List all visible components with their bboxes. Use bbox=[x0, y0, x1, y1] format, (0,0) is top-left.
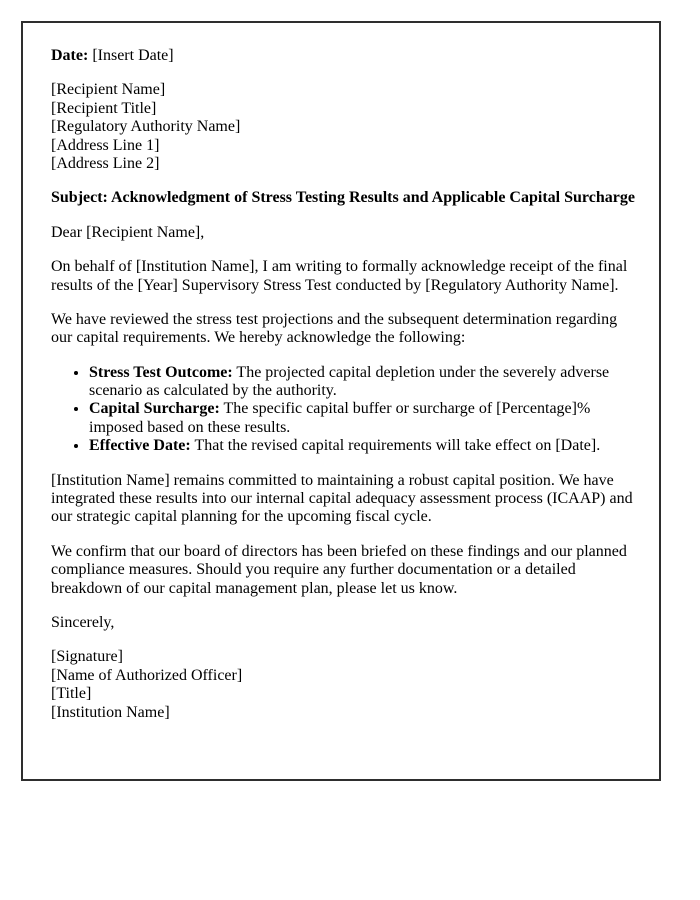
institution-name: [Institution Name] bbox=[51, 703, 170, 721]
closing: Sincerely, bbox=[51, 613, 115, 631]
paragraph-board-briefed: We confirm that our board of directors has been briefed on these findings and our planned compliance measures. Should you require any further documentation or a detailed breakdown of our capital management plan, please let us know. bbox=[51, 542, 627, 597]
letter-container bbox=[21, 21, 661, 781]
recipient-name: [Recipient Name] bbox=[51, 81, 166, 99]
date-line bbox=[51, 47, 635, 65]
recipient-block bbox=[51, 81, 635, 173]
salutation: Dear [Recipient Name], bbox=[51, 223, 205, 241]
authorized-officer-name: [Name of Authorized Officer] bbox=[51, 666, 243, 684]
address-line-2: [Address Line 2] bbox=[51, 154, 160, 172]
bullet-text: The projected capital depletion under the severely adverse scenario as calculated by the authority. bbox=[89, 363, 610, 400]
officer-title: [Title] bbox=[51, 685, 92, 703]
list-item-capital-surcharge bbox=[89, 400, 635, 437]
date-label: Date: bbox=[51, 47, 89, 64]
bullet-label: Effective Date: bbox=[89, 437, 191, 455]
address-line-1: [Address Line 1] bbox=[51, 136, 160, 154]
date-value: [Insert Date] bbox=[92, 47, 174, 64]
bullet-label: Capital Surcharge: bbox=[89, 400, 220, 418]
recipient-title: [Recipient Title] bbox=[51, 99, 157, 117]
bullet-label: Stress Test Outcome: bbox=[89, 363, 233, 381]
acknowledgment-list bbox=[51, 364, 635, 456]
paragraph-capital-position: [Institution Name] remains committed to maintaining a robust capital position. We have integrated these results into our internal capital adequacy assessment process (ICAAP) and our strategic capital planning for the upcoming fiscal cycle. bbox=[51, 471, 633, 526]
subject-line: Subject: Acknowledgment of Stress Testing Results and Applicable Capital Surcharge bbox=[51, 189, 635, 207]
paragraph-acknowledge-receipt: On behalf of [Institution Name], I am writing to formally acknowledge receipt of the final results of the [Year] Supervisory Stress Test conducted by [Regulatory Authority Name]. bbox=[51, 258, 628, 294]
signature-placeholder: [Signature] bbox=[51, 648, 123, 666]
regulatory-authority-name: [Regulatory Authority Name] bbox=[51, 118, 241, 136]
signature-block bbox=[51, 648, 635, 722]
bullet-text: The specific capital buffer or surcharge of [Percentage]% imposed based on these results. bbox=[89, 400, 591, 436]
list-item-stress-test-outcome bbox=[89, 364, 635, 401]
list-item-effective-date bbox=[89, 437, 635, 455]
paragraph-reviewed-projections: We have reviewed the stress test projections and the subsequent determination regarding our capital requirements. We hereby acknowledge the following: bbox=[51, 310, 618, 347]
bullet-text: That the revised capital requirements will take effect on [Date]. bbox=[194, 437, 601, 455]
